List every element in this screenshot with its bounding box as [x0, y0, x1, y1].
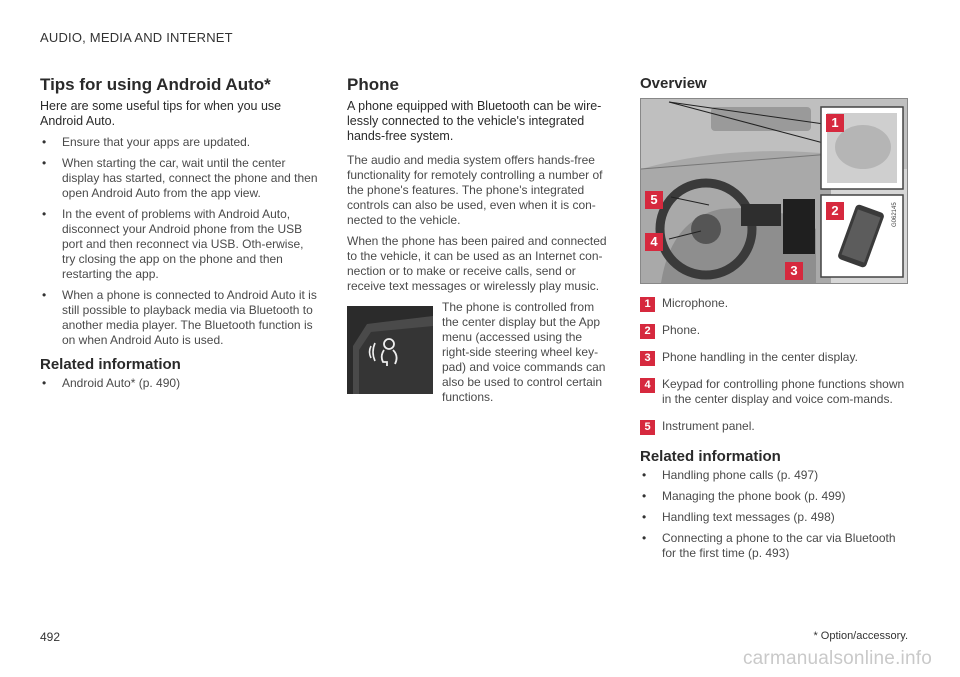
- phone-paragraph-3: The phone is controlled from the center display but the App menu (accessed using the right-side steering wheel key-pad) and voice commands can also be used to control certain functions.: [442, 300, 606, 404]
- overview-legend: [640, 296, 908, 434]
- callout-4-badge: 4: [645, 233, 663, 251]
- cockpit-illustration: [640, 98, 908, 284]
- related-link[interactable]: • Connecting a phone to the car via Bluetooth for the first time (p. 493): [640, 531, 908, 561]
- legend-item: 4 Keypad for controlling phone functions shown in the center display and voice com-mands.: [640, 377, 908, 407]
- watermark: carmanualsonline.info: [742, 648, 932, 669]
- callout-3-badge: 3: [785, 262, 803, 280]
- phone-paragraph-2: When the phone has been paired and connected to the vehicle, it can be used as an Internet con-nection or to make or receive calls, send or receive text messages or wirelessly play music.: [347, 234, 607, 293]
- phone-intro: A phone equipped with Bluetooth can be wire-lessly connected to the vehicle's integrated hands-free system.: [347, 99, 602, 143]
- cockpit-drawing: [641, 99, 907, 283]
- page-number: 492: [40, 630, 61, 644]
- tip-item: • When a phone is connected to Android Auto it is still possible to playback media via Bluetooth to another media player. The Bluetooth function is on when Android Auto is used.: [40, 288, 318, 348]
- legend-item: 1 Microphone.: [640, 296, 908, 311]
- legend-item: 3 Phone handling in the center display.: [640, 350, 908, 365]
- related-link[interactable]: • Android Auto* (p. 490): [40, 376, 318, 391]
- footnote: * Option/accessory.: [813, 630, 908, 642]
- related-link[interactable]: • Managing the phone book (p. 499): [640, 489, 908, 504]
- tip-item: • When starting the car, wait until the center display has started, connect the phone and then open Android Auto from the app view.: [40, 156, 318, 201]
- tip-item: • In the event of problems with Android Auto, disconnect your Android phone from the USB port and then reconnect via USB. Oth-erwise, try closing the app on the phone and then restarting the app.: [40, 207, 318, 282]
- callout-1-badge: 1: [826, 114, 844, 132]
- android-auto-tips-title: Tips for using Android Auto*: [40, 75, 271, 94]
- callout-2-badge: 2: [826, 202, 844, 220]
- android-auto-intro: Here are some useful tips for when you use Android Auto.: [40, 99, 282, 128]
- related-info-heading: Related information: [640, 448, 781, 465]
- phone-paragraph-1: The audio and media system offers hands-free functionality for remotely controlling a number of the phone's features. The phone's integrated controls can also be used, even when it is con-nected to the vehicle.: [347, 153, 603, 227]
- android-auto-tips-column: [40, 75, 318, 397]
- tips-list: [40, 135, 318, 348]
- related-links: [40, 376, 318, 391]
- related-link[interactable]: • Handling text messages (p. 498): [640, 510, 908, 525]
- voice-command-icon: [347, 306, 433, 394]
- section-header: AUDIO, MEDIA AND INTERNET: [40, 30, 233, 45]
- callout-5-badge: 5: [645, 191, 663, 209]
- voice-button-block: [347, 302, 609, 412]
- overview-title: Overview: [640, 75, 707, 92]
- phone-column: [347, 75, 609, 412]
- legend-item: 5 Instrument panel.: [640, 419, 908, 434]
- legend-item: 2 Phone.: [640, 323, 908, 338]
- phone-title: Phone: [347, 75, 399, 94]
- related-link[interactable]: • Handling phone calls (p. 497): [640, 468, 908, 483]
- related-links: [640, 468, 908, 561]
- tip-item: • Ensure that your apps are updated.: [40, 135, 318, 150]
- related-info-heading: Related information: [40, 356, 181, 373]
- image-code: G062145: [892, 202, 898, 227]
- voice-control-button-image: [347, 306, 433, 394]
- overview-column: [640, 75, 908, 567]
